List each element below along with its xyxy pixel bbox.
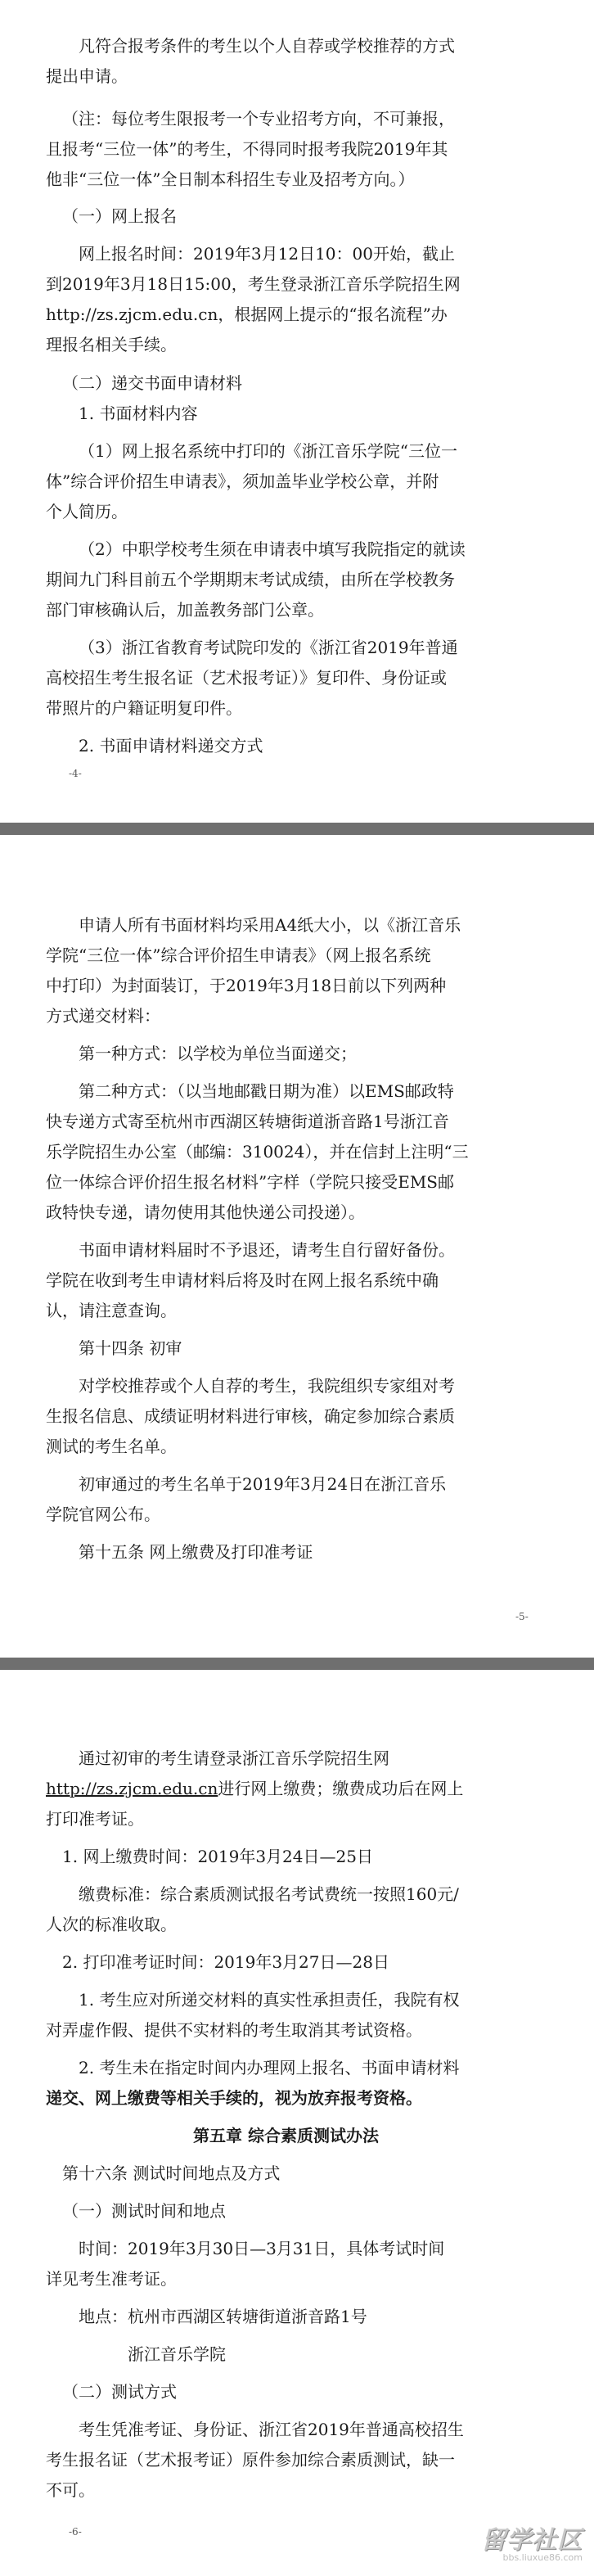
paragraph: 考生报名证（艺术报考证）原件参加综合素质测试，缺一 [46,2450,455,2470]
paragraph: 书面申请材料届时不予退还，请考生自行留好备份。 [79,1240,455,1260]
section-heading: （一）测试时间和地点 [62,2201,226,2221]
paragraph: 学院官网公布。 [46,1505,160,1524]
paragraph: 通过初审的考生请登录浙江音乐学院招生网 [79,1748,389,1768]
paragraph: 缴费标准：综合素质测试报名考试费统一按照160元/ [79,1884,459,1904]
paragraph: 学院在收到考生申请材料后将及时在网上报名系统中确 [46,1270,439,1290]
paragraph: 政特快专递，请勿使用其他快递公司投递）。 [46,1202,365,1222]
paragraph: 快专递方式寄至杭州市西湖区转塘街道浙音路1号浙江音 [46,1112,449,1131]
paragraph: 凡符合报考条件的考生以个人自荐或学校推荐的方式 [79,36,455,56]
page-number: -5- [515,1611,529,1622]
paragraph-text: 进行网上缴费；缴费成功后在网上 [218,1779,464,1798]
paragraph: 测试的考生名单。 [46,1437,177,1456]
paragraph: 网上报名时间：2019年3月12日10：00开始，截止 [79,244,455,264]
chapter-heading: 第五章 综合素质测试办法 [193,2126,379,2145]
paragraph: 生报名信息、成绩证明材料进行审核，确定参加综合素质 [46,1406,455,1426]
watermark [481,2520,583,2563]
paragraph: 对学校推荐或个人自荐的考生，我院组织专家组对考 [79,1376,455,1396]
subsection-heading: 2. 书面申请材料递交方式 [79,736,263,756]
paragraph: 时间：2019年3月30日—3月31日，具体考试时间 [79,2239,445,2258]
paragraph: 1. 网上缴费时间：2019年3月24日—25日 [62,1847,373,1866]
paragraph: 理报名相关手续。 [46,335,177,354]
paragraph: 且报考“三位一体”的考生，不得同时报考我院2019年其 [46,139,448,159]
paragraph: 打印准考证。 [46,1809,144,1829]
section-heading: （二）递交书面申请材料 [62,373,242,393]
paragraph: 带照片的户籍证明复印件。 [46,698,242,718]
document-page-1 [0,0,594,823]
paragraph: 认，请注意查询。 [46,1301,177,1320]
paragraph [46,1774,488,1804]
paragraph: 个人简历。 [46,502,128,521]
paragraph: 初审通过的考生名单于2019年3月24日在浙江音乐 [79,1474,447,1494]
paragraph: 他非“三位一体”全日制本科招生专业及招考方向。） [46,169,415,189]
document-page-3 [0,1670,594,2576]
paragraph: 申请人所有书面材料均采用A4纸大小，以《浙江音乐 [79,915,461,935]
paragraph: 乐学院招生办公室（邮编：310024），并在信封上注明“三 [46,1142,469,1162]
watermark-subtitle: bbs.liuxue86.com [502,2552,583,2563]
paragraph: 到2019年3月18日15:00，考生登录浙江音乐学院招生网 [46,274,461,294]
registration-website-link[interactable]: http://zs.zjcm.edu.cn [46,1779,218,1798]
document-page-2 [0,835,594,1658]
paragraph: 期间九门科目前五个学期期末考试成绩，由所在学校教务 [46,570,455,589]
paragraph: （2）中职学校考生须在申请表中填写我院指定的就读 [79,539,466,559]
article-heading: 第十四条 初审 [79,1338,182,1358]
article-heading: 第十五条 网上缴费及打印准考证 [79,1542,313,1562]
watermark-title: 留学社区 [481,2526,583,2555]
paragraph: 体”综合评价招生申请表》，须加盖毕业学校公章，并附 [46,471,439,491]
paragraph: 1. 考生应对所递交材料的真实性承担责任，我院有权 [79,1990,460,2010]
paragraph: 方式递交材料： [46,1006,160,1026]
paragraph: 递交、网上缴费等相关手续的，视为放弃报考资格。 [46,2088,422,2108]
page-number: -6- [69,2526,82,2538]
paragraph: 不可。 [46,2480,95,2500]
paragraph: 2. 打印准考证时间：2019年3月27日—28日 [62,1952,389,1972]
subsection-heading: 1. 书面材料内容 [79,404,198,423]
page-number: -4- [69,768,82,779]
paragraph: 2. 考生未在指定时间内办理网上报名、书面申请材料 [79,2058,460,2077]
paragraph: （注：每位考生限报考一个专业招考方向，不可兼报， [62,109,455,129]
paragraph: 第一种方式：以学校为单位当面递交； [79,1044,357,1063]
paragraph: 学院“三位一体”综合评价招生申请表》（网上报名系统 [46,945,431,965]
paragraph: 中打印）为封面装订，于2019年3月18日前以下列两种 [46,976,447,995]
paragraph: 浙江音乐学院 [128,2344,226,2364]
paragraph: 地点：杭州市西湖区转塘街道浙音路1号 [79,2307,367,2326]
paragraph: 对弄虚作假、提供不实材料的考生取消其考试资格。 [46,2020,422,2040]
paragraph: http://zs.zjcm.edu.cn，根据网上提示的“报名流程”办 [46,305,448,324]
paragraph: 考生凭准考证、身份证、浙江省2019年普通高校招生 [79,2420,464,2439]
paragraph: 提出申请。 [46,66,128,86]
section-heading: （一）网上报名 [62,206,177,226]
paragraph: 部门审核确认后，加盖教务部门公章。 [46,600,324,620]
paragraph: （1）网上报名系统中打印的《浙江音乐学院“三位一 [79,441,457,461]
section-heading: （二）测试方式 [62,2382,177,2402]
paragraph: 第二种方式：（以当地邮戳日期为准）以EMS邮政特 [79,1081,454,1101]
paragraph: 详见考生准考证。 [46,2269,177,2289]
paragraph: 人次的标准收取。 [46,1915,177,1934]
paragraph: （3）浙江省教育考试院印发的《浙江省2019年普通 [79,638,458,657]
paragraph: 高校招生考生报名证（艺术报考证）》复印件、身份证或 [46,668,447,688]
paragraph: 位一体综合评价招生报名材料”字样（学院只接受EMS邮 [46,1172,455,1192]
article-heading: 第十六条 测试时间地点及方式 [62,2163,281,2183]
